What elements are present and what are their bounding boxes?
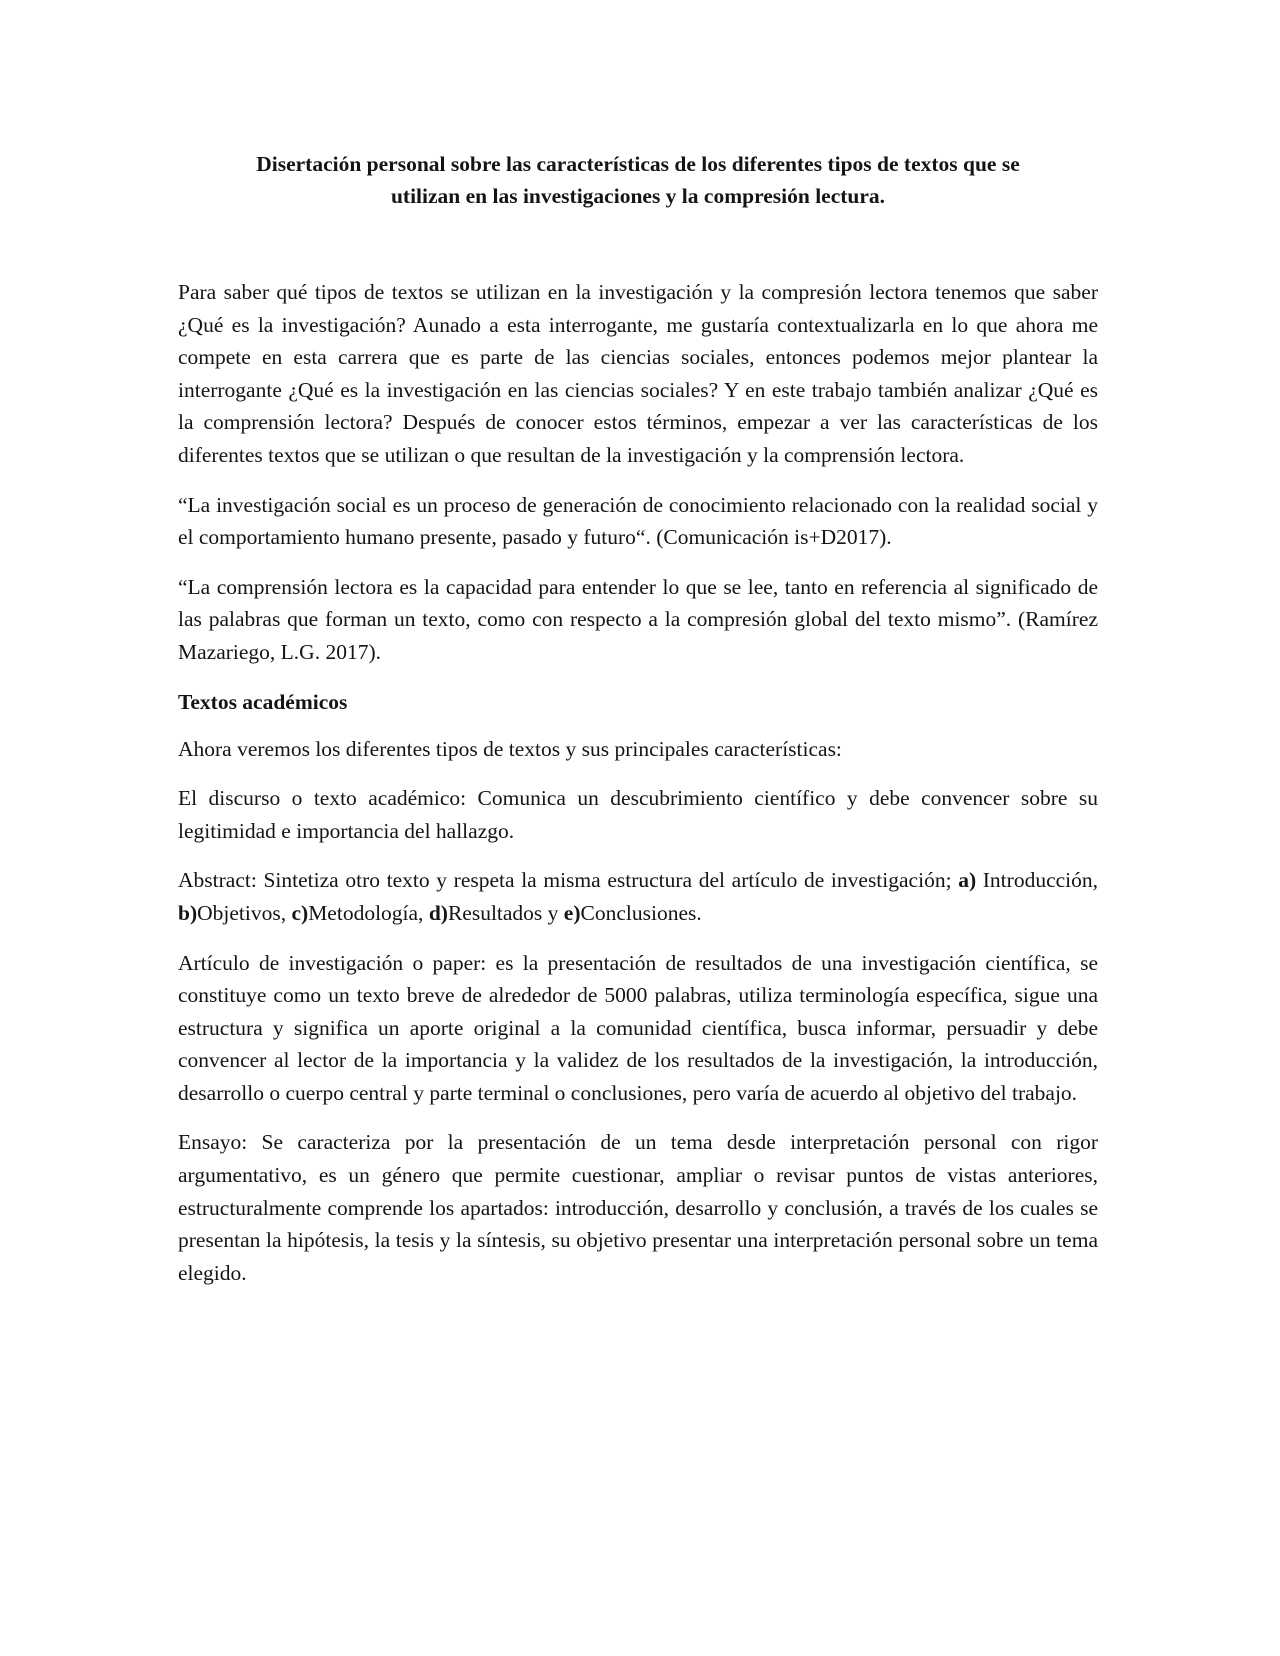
abstract-item-d: Resultados y: [447, 900, 564, 925]
title-line-1: Disertación personal sobre las características de los diferentes tipos de textos que se: [256, 152, 1020, 176]
section-intro-paragraph: Ahora veremos los diferentes tipos de textos y sus principales características:: [178, 736, 842, 761]
abstract-item-c: Metodología,: [308, 900, 429, 925]
section-heading-textos-academicos: Textos académicos: [178, 689, 348, 714]
abstract-item-b: Objetivos,: [197, 900, 292, 925]
abstract-paragraph: [178, 864, 1098, 929]
document-body: [178, 148, 1098, 1306]
document-title: [178, 148, 1098, 212]
quote-comprension-lectora: “La comprensión lectora es la capacidad para entender lo que se lee, tanto en referencia al significado de las palabras que forman un texto, como con respecto a la compresión global del texto mismo”. (Ramírez Mazariego, L.G. 2017).: [178, 574, 1098, 664]
title-line-2: utilizan en las investigaciones y la compresión lectura.: [390, 184, 886, 208]
quote-investigacion-social: “La investigación social es un proceso de generación de conocimiento relacionado con la realidad social y el comportamiento humano presente, pasado y futuro“. (Comunicación is+D2017).: [178, 492, 1098, 550]
abstract-marker-d: d): [428, 900, 448, 925]
discurso-academico-paragraph: El discurso o texto académico: Comunica un descubrimiento científico y debe convencer sobre su legitimidad e importancia del hallazgo.: [178, 786, 1098, 843]
abstract-item-a: Introducción,: [976, 868, 1099, 893]
ensayo-paragraph: Ensayo: Se caracteriza por la presentación de un tema desde interpretación personal con rigor argumentativo, es un género que permite cuestionar, ampliar o revisar puntos de vistas anteriores, estructuralmente comprende los apartados: introducción, desarrollo y conclusión, a través de los cuales se presentan la hipótesis, la tesis y la síntesis, su objetivo presentar una interpretación personal sobre un tema elegido.: [178, 1130, 1098, 1285]
abstract-marker-a: a): [958, 868, 977, 893]
abstract-item-e: Conclusiones.: [580, 900, 702, 925]
abstract-lead: Abstract: Sintetiza otro texto y respeta la misma estructura del artículo de investigación;: [178, 868, 959, 893]
abstract-marker-c: c): [291, 900, 309, 925]
abstract-marker-e: e): [563, 900, 581, 925]
abstract-marker-b: b): [178, 900, 198, 925]
articulo-paragraph: Artículo de investigación o paper: es la presentación de resultados de una investigación científica, se constituye como un texto breve de alrededor de 5000 palabras, utiliza terminología específica, sigue una estructura y significa un aporte original a la comunidad científica, busca informar, persuadir y debe convencer al lector de la importancia y la validez de los resultados de la investigación, la introducción, desarrollo o cuerpo central y parte terminal o conclusiones, pero varía de acuerdo al objetivo del trabajo.: [178, 950, 1098, 1105]
intro-paragraph: Para saber qué tipos de textos se utilizan en la investigación y la compresión lectora tenemos que saber ¿Qué es la investigación? Aunado a esta interrogante, me gustaría contextualizarla en lo que ahora me compete en esta carrera que es parte de las ciencias sociales, entonces podemos mejor plantear la interrogante ¿Qué es la investigación en las ciencias sociales? Y en este trabajo también analizar ¿Qué es la comprensión lectora? Después de conocer estos términos, empezar a ver las características de los diferentes textos que se utilizan o que resultan de la investigación y la comprensión lectora.: [178, 280, 1098, 467]
